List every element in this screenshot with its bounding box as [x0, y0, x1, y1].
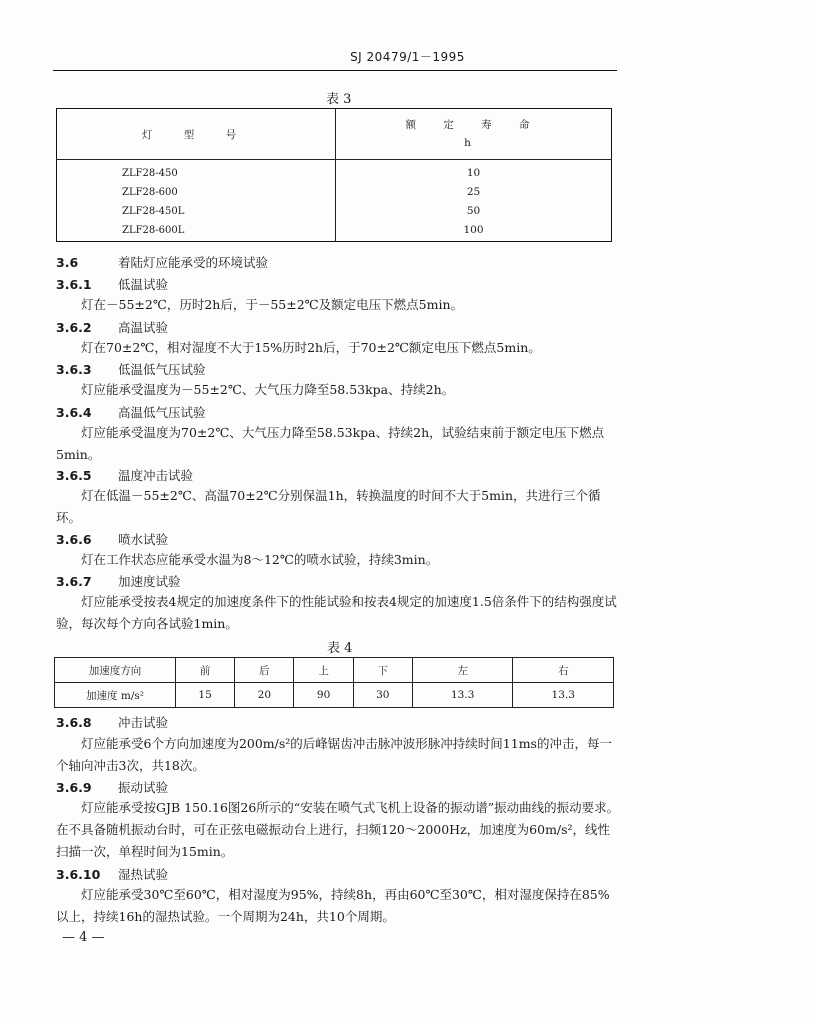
table3-models	[57, 160, 336, 242]
table4-direction: 上	[294, 658, 353, 683]
table3-model: ZLF28-450	[122, 168, 178, 179]
section-3-6-8-text: 灯应能承受6个方向加速度为200m/s²的后峰锯齿冲击脉冲波形脉冲持续时间11ms的冲击，每一个轴向冲击3次，共18次。	[56, 736, 612, 773]
table3-model: ZLF28-600	[122, 187, 178, 198]
table3-life: 25	[466, 186, 481, 198]
section-3-6-10-heading: 3.6.10 湿热试验	[56, 867, 169, 882]
section-3-6-6-text: 灯在工作状态应能承受水温为8～12℃的喷水试验，持续3min。	[81, 552, 439, 567]
section-3-6-2-text: 灯在70±2℃，相对湿度不大于15%历时2h后，于70±2℃额定电压下燃点5min。	[81, 340, 541, 355]
table4-direction: 左	[412, 658, 513, 683]
section-3-6-3-text: 灯应能承受温度为－55±2℃、大气压力降至58.53kpa、持续2h。	[81, 382, 455, 397]
section-3-6-7-text: 灯应能承受按表4规定的加速度条件下的性能试验和按表4规定的加速度1.5倍条件下的结构强度试验，每次每个方向各试验1min。	[56, 594, 617, 631]
table4-value: 90	[294, 683, 353, 708]
section-3-6-6-heading: 3.6.6 喷水试验	[56, 532, 169, 547]
table4-value: 30	[353, 683, 412, 708]
section-3-6-7-heading: 3.6.7 加速度试验	[56, 574, 181, 589]
table3-col1-header: 灯 型 号	[57, 109, 336, 160]
section-3-6-4-text: 灯应能承受温度为70±2℃、大气压力降至58.53kpa、持续2h，试验结束前于额定电压下燃点5min。	[56, 425, 605, 462]
table3-lives	[336, 160, 612, 242]
table4	[54, 657, 614, 708]
table3-caption: 表 3	[326, 92, 352, 107]
table3-model: ZLF28-450L	[122, 206, 185, 217]
section-3-6-heading: 3.6 着陆灯应能承受的环境试验	[56, 255, 269, 270]
table3	[56, 108, 612, 242]
section-3-6-3-heading: 3.6.3 低温低气压试验	[56, 362, 206, 377]
section-3-6-9-text: 灯应能承受按GJB 150.16图26所示的“安装在喷气式飞机上设备的振动谱”振动曲线的振动要求。在不具备随机振动台时，可在正弦电磁振动台上进行，扫频120～2000Hz，加速度为60m/s²，线性扫描一次，单程时间为15min。	[56, 800, 620, 859]
table3-model: ZLF28-600L	[122, 225, 185, 236]
section-3-6-8-heading: 3.6.8 冲击试验	[56, 715, 169, 730]
table4-direction: 后	[235, 658, 294, 683]
page-number: — 4 —	[62, 930, 105, 945]
section-3-6-10-text: 灯应能承受30℃至60℃，相对湿度为95%，持续8h，再由60℃至30℃，相对湿度保持在85%以上，持续16h的湿热试验。一个周期为24h，共10个周期。	[56, 887, 610, 924]
table4-row-label: 加速度方向	[55, 658, 176, 683]
table3-life: 100	[463, 224, 484, 236]
table3-life: 50	[466, 205, 481, 217]
table4-row-label: 加速度 m/s²	[55, 683, 176, 708]
section-3-6-9-heading: 3.6.9 振动试验	[56, 780, 169, 795]
section-3-6-2-heading: 3.6.2 高温试验	[56, 320, 169, 335]
page-header: SJ 20479/1－1995	[350, 50, 465, 64]
section-3-6-5-heading: 3.6.5 温度冲击试验	[56, 468, 194, 483]
section-3-6-1-text: 灯在－55±2℃，历时2h后，于－55±2℃及额定电压下燃点5min。	[81, 297, 463, 312]
table4-direction: 前	[176, 658, 235, 683]
table4-value: 13.3	[412, 683, 513, 708]
table4-value: 20	[235, 683, 294, 708]
table3-col2-header: 额 定 寿 命 h	[336, 109, 612, 160]
table4-caption: 表 4	[327, 641, 353, 656]
header-rule	[53, 70, 617, 71]
table4-direction: 下	[353, 658, 412, 683]
section-3-6-1-heading: 3.6.1 低温试验	[56, 277, 169, 292]
table4-direction: 右	[513, 658, 614, 683]
table4-value: 13.3	[513, 683, 614, 708]
section-3-6-4-heading: 3.6.4 高温低气压试验	[56, 405, 206, 420]
section-3-6-5-text: 灯在低温－55±2℃、高温70±2℃分别保温1h，转换温度的时间不大于5min，共进行三个循环。	[56, 488, 601, 525]
table4-value: 15	[176, 683, 235, 708]
table3-life: 10	[466, 167, 481, 179]
